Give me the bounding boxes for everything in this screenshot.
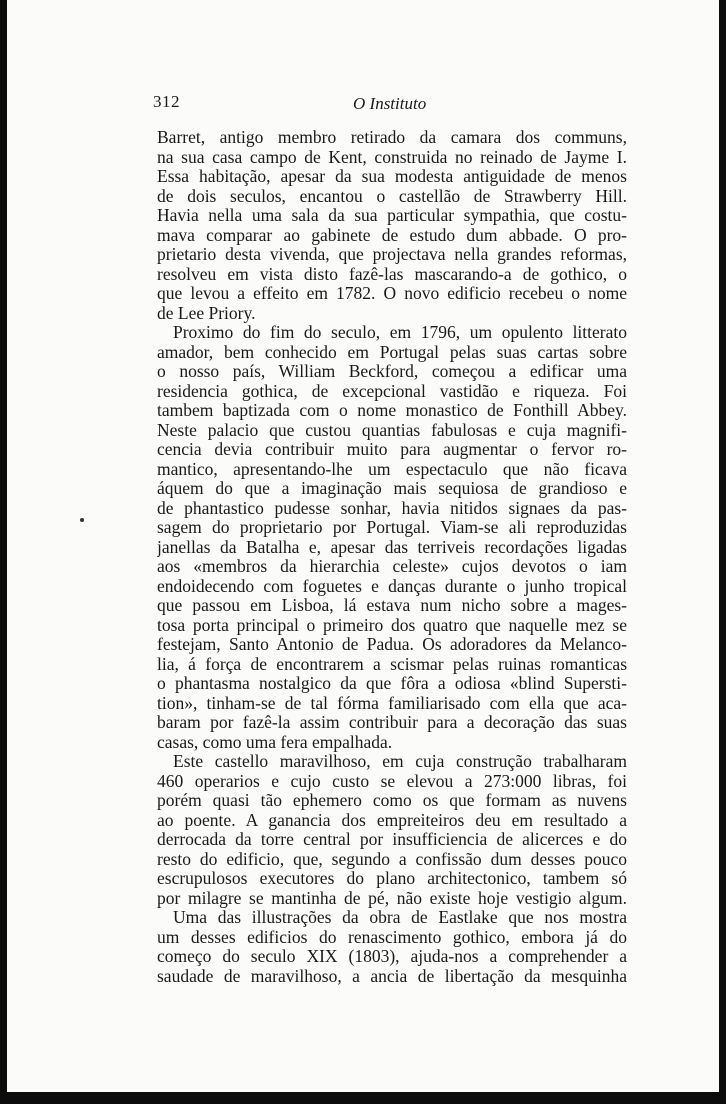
text-line: que passou em Lisboa, lá estava num nicho sobre a mages-: [157, 596, 627, 615]
text-line: 460 operarios e cujo custo se elevou a 273:000 libras, foi: [157, 771, 627, 791]
text-line: derrocada da torre central por insufficiencia de alicerces e do: [157, 830, 627, 849]
text-line: tosa porta principal o primeiro dos quatro que naquelle mez se: [157, 615, 627, 635]
text-line: lia, á força de encontrarem a scismar pelas ruinas romanticas: [157, 654, 627, 674]
text-line: Barret, antigo membro retirado da camara dos communs,: [157, 128, 627, 147]
running-title: O Instituto: [353, 94, 427, 113]
text-line: cencia devia contribuir muito para augmentar o fervor ro-: [157, 440, 627, 459]
text-line: saudade de maravilhoso, a ancia de libertação da mesquinha: [157, 966, 627, 986]
text-line: mava comparar ao gabinete de estudo dum abbade. O pro-: [157, 225, 627, 245]
text-line: Uma das illustrações da obra de Eastlake que nos mostra: [173, 908, 627, 927]
margin-speck: [80, 518, 84, 522]
text-line: o phantasma nostalgico da que fôra a odiosa «blind Supersti-: [157, 674, 627, 693]
scan-border-right: [719, 0, 726, 1104]
running-header: [153, 92, 623, 118]
text-line: Neste palacio que custou quantias fabulosas e cuja magnifi-: [157, 420, 627, 440]
text-line: começo do seculo XIX (1803), ajuda-nos a comprehender a: [157, 947, 627, 966]
text-line: resolveu em vista disto fazê-las mascarando-a de gothico, o: [157, 264, 627, 284]
text-line: prietario desta vivenda, que projectava nella grandes reformas,: [157, 245, 627, 264]
text-line: casas, como uma fera empalhada.: [157, 732, 393, 752]
text-line: baram por fazê-la assim contribuir para a decoração das suas: [157, 713, 627, 732]
text-line: Essa habitação, apesar da sua modesta antiguidade de menos: [157, 167, 627, 186]
text-line: Proximo do fim do seculo, em 1796, um opulento litterato: [173, 323, 627, 342]
text-line: que levou a effeito em 1782. O novo edificio recebeu o nome: [157, 284, 627, 303]
text-line: resto do edificio, que, segundo a confissão dum desses pouco: [157, 849, 627, 869]
text-line: sagem do proprietario por Portugal. Viam-se ali reproduzidas: [157, 518, 627, 537]
text-line: tion», tinham-se de tal fórma familiarisado com ella que aca-: [157, 693, 627, 713]
text-line: áquem do que a imaginação mais sequiosa de grandioso e: [157, 479, 627, 498]
text-line: janellas da Batalha e, apesar das terriveis recordações ligadas: [157, 537, 627, 557]
text-line: residencia gothica, de excepcional vastidão e riqueza. Foi: [157, 381, 627, 401]
text-line: de Lee Priory.: [157, 303, 256, 323]
text-line: escrupulosos executores do plano architectonico, tambem só: [157, 869, 627, 888]
text-line: de phantastico pudesse sonhar, havia nitidos signaes da pas-: [157, 498, 627, 518]
text-line: o nosso país, William Beckford, começou a edificar uma: [157, 362, 627, 381]
text-line: de dois seculos, encantou o castellão de Strawberry Hill.: [157, 186, 627, 206]
body-text: [157, 128, 627, 986]
scan-border-bottom: [0, 1092, 726, 1104]
scan-border-left: [0, 0, 7, 1104]
text-line: tambem baptizada com o nome monastico de Fonthill Abbey.: [157, 401, 627, 420]
text-line: um desses edificios do renascimento gothico, embora já do: [157, 927, 627, 947]
text-line: amador, bem conhecido em Portugal pelas suas cartas sobre: [157, 342, 627, 362]
text-line: Havia nella uma sala da sua particular sympathia, que costu-: [157, 206, 627, 225]
text-line: Este castello maravilhoso, em cuja construção trabalharam: [173, 752, 627, 771]
text-line: na sua casa campo de Kent, construida no reinado de Jayme I.: [157, 147, 627, 167]
page-number: 312: [153, 92, 180, 111]
text-line: mantico, apresentando-lhe um espectaculo que não ficava: [157, 459, 627, 479]
text-line: ao poente. A ganancia dos empreiteiros deu em resultado a: [157, 810, 627, 830]
text-line: endoidecendo com foguetes e danças durante o junho tropical: [157, 576, 627, 596]
text-line: porém quasi tão ephemero como os que formam as nuvens: [157, 791, 627, 810]
text-line: aos «membros da hierarchia celeste» cujos devotos o iam: [157, 557, 627, 576]
text-line: festejam, Santo Antonio de Padua. Os adoradores da Melanco-: [157, 635, 627, 654]
text-line: por milagre se mantinha de pé, não existe hoje vestigio algum.: [157, 888, 627, 908]
